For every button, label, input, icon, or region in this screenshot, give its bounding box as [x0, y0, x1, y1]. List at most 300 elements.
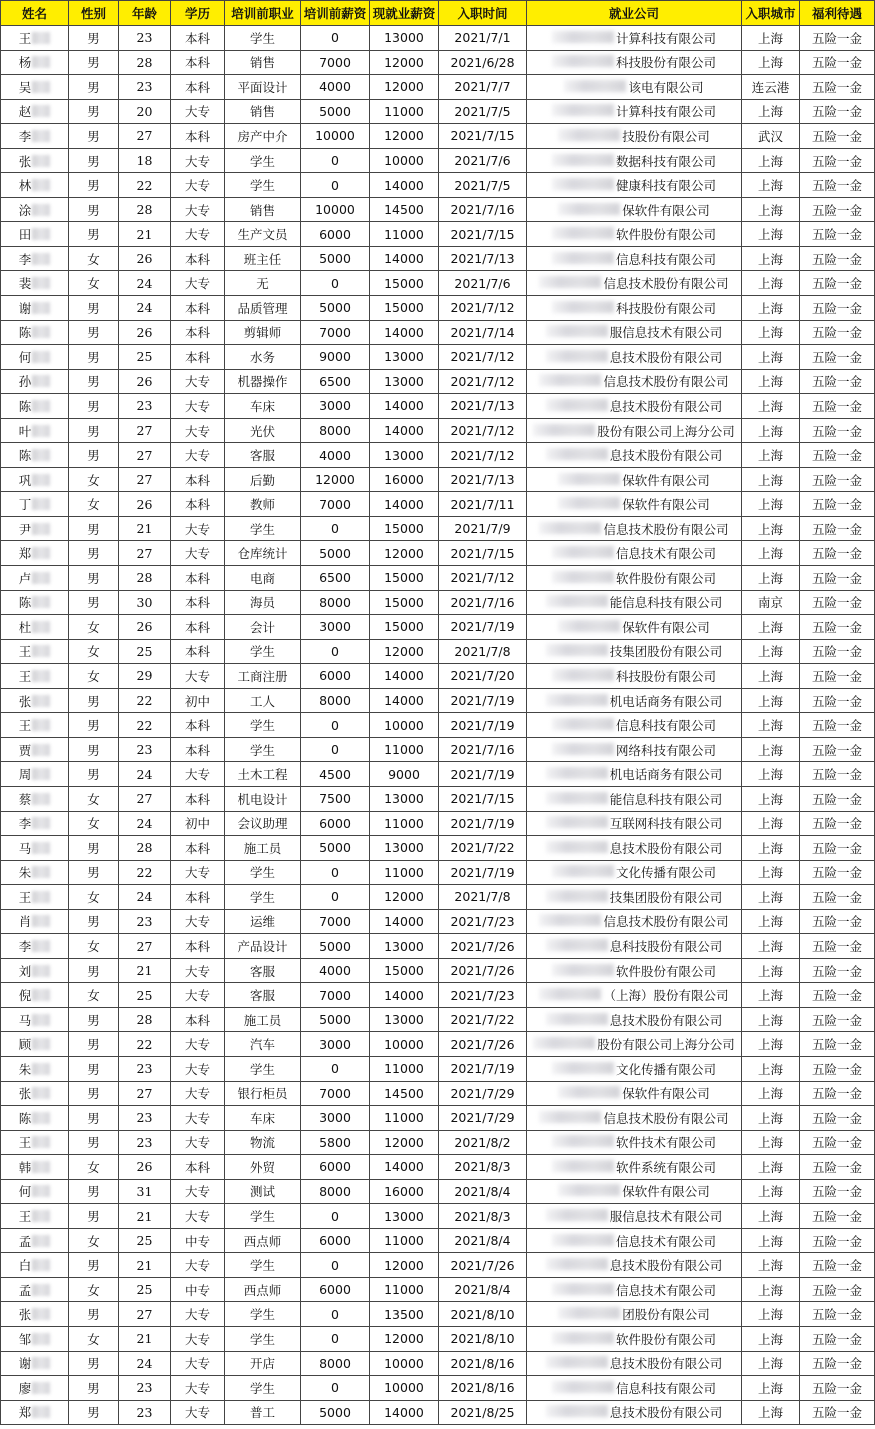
cell-prev-salary: 5800 — [301, 1130, 370, 1155]
company-text: 计算科技有限公司 — [615, 104, 716, 120]
cell-prev-job: 无 — [225, 271, 301, 296]
cell-benefits: 五险一金 — [800, 909, 875, 934]
name-redaction — [32, 130, 50, 142]
cell-prev-salary: 0 — [301, 639, 370, 664]
cell-name — [1, 369, 69, 394]
cell-name — [1, 75, 69, 100]
cell-benefits: 五险一金 — [800, 173, 875, 198]
cell-company — [527, 958, 742, 983]
company-redaction — [546, 1209, 608, 1221]
company-redaction — [558, 203, 620, 215]
cell-hire-date: 2021/7/29 — [439, 1106, 527, 1131]
cell-current-salary: 12000 — [370, 885, 439, 910]
cell-gender: 男 — [69, 1302, 119, 1327]
cell-city: 上海 — [742, 50, 800, 75]
company-text: 能信息科技有限公司 — [609, 791, 723, 807]
cell-age: 25 — [119, 1228, 171, 1253]
table-row — [1, 222, 875, 247]
cell-prev-job: 会议助理 — [225, 811, 301, 836]
cell-gender: 男 — [69, 148, 119, 173]
cell-prev-salary: 7000 — [301, 50, 370, 75]
surname-text: 顾 — [18, 1037, 32, 1053]
cell-prev-salary: 7500 — [301, 786, 370, 811]
cell-current-salary: 15000 — [370, 271, 439, 296]
surname-text: 肖 — [18, 914, 32, 930]
cell-prev-salary: 0 — [301, 1253, 370, 1278]
cell-name — [1, 467, 69, 492]
cell-age: 30 — [119, 590, 171, 615]
cell-benefits: 五险一金 — [800, 934, 875, 959]
cell-name — [1, 762, 69, 787]
company-text: 文化传播有限公司 — [615, 1061, 716, 1077]
table-row — [1, 541, 875, 566]
cell-prev-job: 产品设计 — [225, 934, 301, 959]
cell-prev-salary: 10000 — [301, 197, 370, 222]
surname-text: 张 — [18, 693, 32, 709]
cell-benefits: 五险一金 — [800, 1056, 875, 1081]
cell-prev-salary: 6000 — [301, 811, 370, 836]
cell-age: 23 — [119, 737, 171, 762]
name-redaction — [32, 326, 50, 338]
cell-hire-date: 2021/7/26 — [439, 1253, 527, 1278]
cell-company — [527, 811, 742, 836]
cell-prev-job: 生产文员 — [225, 222, 301, 247]
name-redaction — [32, 474, 50, 486]
cell-prev-salary: 6000 — [301, 1228, 370, 1253]
cell-benefits: 五险一金 — [800, 443, 875, 468]
cell-hire-date: 2021/7/20 — [439, 664, 527, 689]
cell-prev-job: 品质管理 — [225, 296, 301, 321]
cell-prev-job: 学生 — [225, 860, 301, 885]
table-row — [1, 369, 875, 394]
cell-hire-date: 2021/8/16 — [439, 1376, 527, 1401]
cell-current-salary: 12000 — [370, 75, 439, 100]
cell-city: 上海 — [742, 836, 800, 861]
cell-age: 24 — [119, 885, 171, 910]
name-redaction — [32, 817, 50, 829]
name-redaction — [32, 204, 50, 216]
cell-city: 武汉 — [742, 124, 800, 149]
cell-company — [527, 1056, 742, 1081]
cell-city: 上海 — [742, 786, 800, 811]
company-text: 信息技术股份有限公司 — [603, 1110, 729, 1126]
name-redaction — [32, 1406, 50, 1418]
table-row — [1, 99, 875, 124]
cell-name — [1, 1130, 69, 1155]
surname-text: 孙 — [18, 374, 32, 390]
company-text: 信息技术有限公司 — [615, 1233, 716, 1249]
cell-hire-date: 2021/8/25 — [439, 1400, 527, 1425]
cell-company — [527, 664, 742, 689]
table-row — [1, 246, 875, 271]
company-redaction — [552, 546, 614, 558]
name-redaction — [32, 866, 50, 878]
company-redaction — [546, 792, 608, 804]
company-redaction — [552, 1062, 614, 1074]
cell-benefits: 五险一金 — [800, 1081, 875, 1106]
cell-company — [527, 1007, 742, 1032]
cell-education: 大专 — [171, 418, 225, 443]
surname-text: 何 — [18, 1184, 32, 1200]
cell-prev-salary: 3000 — [301, 394, 370, 419]
table-row — [1, 909, 875, 934]
cell-age: 23 — [119, 1106, 171, 1131]
cell-name — [1, 271, 69, 296]
cell-education: 本科 — [171, 467, 225, 492]
cell-hire-date: 2021/7/23 — [439, 983, 527, 1008]
cell-company — [527, 983, 742, 1008]
cell-prev-job: 销售 — [225, 50, 301, 75]
cell-hire-date: 2021/7/19 — [439, 811, 527, 836]
name-redaction — [32, 1382, 50, 1394]
cell-city: 上海 — [742, 1351, 800, 1376]
cell-prev-salary: 0 — [301, 713, 370, 738]
cell-age: 21 — [119, 958, 171, 983]
cell-benefits: 五险一金 — [800, 1376, 875, 1401]
header-prev-salary: 培训前薪资 — [301, 1, 370, 26]
cell-name — [1, 1081, 69, 1106]
table-row — [1, 1376, 875, 1401]
cell-name — [1, 688, 69, 713]
cell-company — [527, 1204, 742, 1229]
cell-company — [527, 492, 742, 517]
cell-age: 27 — [119, 786, 171, 811]
company-text: 健康科技有限公司 — [615, 178, 716, 194]
table-row — [1, 467, 875, 492]
name-redaction — [32, 1014, 50, 1026]
cell-gender: 女 — [69, 1155, 119, 1180]
cell-current-salary: 14000 — [370, 688, 439, 713]
cell-education: 本科 — [171, 75, 225, 100]
cell-education: 大专 — [171, 1106, 225, 1131]
company-text: 该电有限公司 — [628, 79, 704, 95]
cell-benefits: 五险一金 — [800, 50, 875, 75]
cell-age: 24 — [119, 811, 171, 836]
company-text: 信息技术股份有限公司 — [603, 276, 729, 292]
cell-name — [1, 1326, 69, 1351]
company-redaction — [546, 350, 608, 362]
cell-name — [1, 615, 69, 640]
name-redaction — [32, 155, 50, 167]
cell-prev-salary: 0 — [301, 1326, 370, 1351]
cell-name — [1, 394, 69, 419]
cell-prev-job: 学生 — [225, 885, 301, 910]
company-redaction — [546, 399, 608, 411]
company-redaction — [558, 620, 620, 632]
header-gender: 性别 — [69, 1, 119, 26]
cell-current-salary: 10000 — [370, 1376, 439, 1401]
company-text: 保软件有限公司 — [622, 202, 710, 218]
cell-education: 本科 — [171, 1155, 225, 1180]
cell-city: 上海 — [742, 1302, 800, 1327]
name-redaction — [32, 547, 50, 559]
cell-company — [527, 1351, 742, 1376]
company-redaction — [539, 522, 601, 534]
cell-company — [527, 1081, 742, 1106]
cell-gender: 男 — [69, 688, 119, 713]
cell-prev-job: 客服 — [225, 958, 301, 983]
cell-current-salary: 14000 — [370, 909, 439, 934]
cell-current-salary: 11000 — [370, 222, 439, 247]
cell-city: 上海 — [742, 320, 800, 345]
cell-age: 23 — [119, 1056, 171, 1081]
cell-name — [1, 1155, 69, 1180]
cell-company — [527, 296, 742, 321]
company-text: 信息技术股份有限公司 — [603, 521, 729, 537]
cell-age: 28 — [119, 1007, 171, 1032]
cell-education: 本科 — [171, 50, 225, 75]
cell-education: 中专 — [171, 1228, 225, 1253]
cell-gender: 男 — [69, 320, 119, 345]
cell-prev-job: 车床 — [225, 1106, 301, 1131]
surname-text: 何 — [18, 349, 32, 365]
cell-prev-salary: 0 — [301, 885, 370, 910]
cell-city: 上海 — [742, 1056, 800, 1081]
cell-current-salary: 9000 — [370, 762, 439, 787]
table-row — [1, 934, 875, 959]
name-redaction — [32, 842, 50, 854]
table-row — [1, 860, 875, 885]
table-row — [1, 50, 875, 75]
cell-company — [527, 566, 742, 591]
cell-benefits: 五险一金 — [800, 885, 875, 910]
company-text: 息技术股份有限公司 — [609, 1405, 723, 1421]
cell-current-salary: 14000 — [370, 1400, 439, 1425]
company-text: 软件系统有限公司 — [615, 1159, 716, 1175]
cell-gender: 男 — [69, 443, 119, 468]
company-redaction — [558, 1184, 620, 1196]
cell-prev-salary: 0 — [301, 516, 370, 541]
cell-benefits: 五险一金 — [800, 492, 875, 517]
cell-education: 本科 — [171, 885, 225, 910]
company-redaction — [546, 841, 608, 853]
cell-education: 本科 — [171, 786, 225, 811]
cell-current-salary: 12000 — [370, 1326, 439, 1351]
company-redaction — [552, 1283, 614, 1295]
name-redaction — [32, 1038, 50, 1050]
cell-gender: 男 — [69, 222, 119, 247]
cell-gender: 男 — [69, 26, 119, 51]
cell-benefits: 五险一金 — [800, 1155, 875, 1180]
cell-name — [1, 983, 69, 1008]
cell-current-salary: 15000 — [370, 296, 439, 321]
cell-current-salary: 14000 — [370, 492, 439, 517]
company-text: 股份有限公司上海分公司 — [597, 1037, 735, 1053]
cell-city: 上海 — [742, 443, 800, 468]
cell-city: 上海 — [742, 1253, 800, 1278]
cell-prev-salary: 0 — [301, 1302, 370, 1327]
cell-name — [1, 246, 69, 271]
cell-prev-salary: 8000 — [301, 688, 370, 713]
cell-current-salary: 13000 — [370, 836, 439, 861]
name-redaction — [32, 498, 50, 510]
cell-education: 大专 — [171, 664, 225, 689]
cell-city: 上海 — [742, 1400, 800, 1425]
company-redaction — [533, 1037, 595, 1049]
cell-prev-salary: 6500 — [301, 566, 370, 591]
cell-city: 上海 — [742, 1228, 800, 1253]
cell-hire-date: 2021/7/16 — [439, 197, 527, 222]
cell-current-salary: 11000 — [370, 1056, 439, 1081]
cell-prev-job: 学生 — [225, 26, 301, 51]
table-row — [1, 296, 875, 321]
cell-education: 大专 — [171, 1179, 225, 1204]
cell-gender: 男 — [69, 296, 119, 321]
cell-gender: 女 — [69, 639, 119, 664]
cell-prev-job: 学生 — [225, 1253, 301, 1278]
cell-age: 26 — [119, 1155, 171, 1180]
cell-prev-job: 班主任 — [225, 246, 301, 271]
company-redaction — [552, 154, 614, 166]
surname-text: 吴 — [18, 79, 32, 95]
cell-company — [527, 1032, 742, 1057]
surname-text: 陈 — [18, 325, 32, 341]
table-row — [1, 958, 875, 983]
header-hire-date: 入职时间 — [439, 1, 527, 26]
company-text: 信息技术有限公司 — [615, 1282, 716, 1298]
cell-gender: 男 — [69, 541, 119, 566]
cell-name — [1, 1032, 69, 1057]
cell-hire-date: 2021/8/4 — [439, 1228, 527, 1253]
cell-name — [1, 1302, 69, 1327]
cell-age: 27 — [119, 124, 171, 149]
cell-age: 23 — [119, 1400, 171, 1425]
cell-company — [527, 836, 742, 861]
table-row — [1, 516, 875, 541]
cell-education: 本科 — [171, 320, 225, 345]
cell-prev-job: 土木工程 — [225, 762, 301, 787]
cell-benefits: 五险一金 — [800, 1032, 875, 1057]
table-row — [1, 1106, 875, 1131]
cell-age: 21 — [119, 516, 171, 541]
cell-benefits: 五险一金 — [800, 639, 875, 664]
cell-prev-salary: 3000 — [301, 1032, 370, 1057]
cell-age: 28 — [119, 50, 171, 75]
company-text: 软件技术有限公司 — [615, 1135, 716, 1151]
cell-city: 上海 — [742, 246, 800, 271]
table-row — [1, 786, 875, 811]
cell-hire-date: 2021/7/15 — [439, 222, 527, 247]
cell-city: 上海 — [742, 566, 800, 591]
name-redaction — [32, 1333, 50, 1345]
table-row — [1, 1351, 875, 1376]
cell-city: 上海 — [742, 467, 800, 492]
table-row — [1, 345, 875, 370]
cell-hire-date: 2021/7/22 — [439, 836, 527, 861]
cell-current-salary: 16000 — [370, 467, 439, 492]
cell-current-salary: 13000 — [370, 934, 439, 959]
cell-benefits: 五险一金 — [800, 345, 875, 370]
name-redaction — [32, 425, 50, 437]
cell-education: 大专 — [171, 222, 225, 247]
cell-gender: 女 — [69, 1277, 119, 1302]
cell-name — [1, 566, 69, 591]
cell-current-salary: 15000 — [370, 516, 439, 541]
name-redaction — [32, 1259, 50, 1271]
cell-age: 23 — [119, 75, 171, 100]
cell-prev-salary: 7000 — [301, 1081, 370, 1106]
company-text: 技集团股份有限公司 — [609, 889, 723, 905]
cell-education: 本科 — [171, 566, 225, 591]
cell-gender: 男 — [69, 345, 119, 370]
cell-current-salary: 12000 — [370, 541, 439, 566]
name-redaction — [32, 695, 50, 707]
table-row — [1, 983, 875, 1008]
cell-benefits: 五险一金 — [800, 590, 875, 615]
cell-gender: 女 — [69, 934, 119, 959]
cell-prev-salary: 0 — [301, 1376, 370, 1401]
cell-hire-date: 2021/7/23 — [439, 909, 527, 934]
cell-company — [527, 762, 742, 787]
cell-prev-salary: 6000 — [301, 664, 370, 689]
cell-education: 本科 — [171, 737, 225, 762]
cell-name — [1, 811, 69, 836]
company-redaction — [552, 1135, 614, 1147]
table-row — [1, 639, 875, 664]
cell-prev-job: 学生 — [225, 1204, 301, 1229]
surname-text: 林 — [18, 178, 32, 194]
table-row — [1, 1032, 875, 1057]
cell-gender: 男 — [69, 762, 119, 787]
cell-education: 本科 — [171, 296, 225, 321]
cell-benefits: 五险一金 — [800, 958, 875, 983]
company-text: 保软件有限公司 — [622, 1184, 710, 1200]
cell-education: 本科 — [171, 615, 225, 640]
cell-hire-date: 2021/7/19 — [439, 860, 527, 885]
cell-benefits: 五险一金 — [800, 26, 875, 51]
cell-gender: 女 — [69, 1326, 119, 1351]
company-text: 息技术股份有限公司 — [609, 1356, 723, 1372]
cell-hire-date: 2021/8/4 — [439, 1277, 527, 1302]
surname-text: 倪 — [18, 988, 32, 1004]
cell-gender: 男 — [69, 418, 119, 443]
name-redaction — [32, 179, 50, 191]
cell-prev-job: 运维 — [225, 909, 301, 934]
surname-text: 陈 — [18, 1110, 32, 1126]
header-row — [1, 1, 875, 26]
cell-prev-job: 剪辑师 — [225, 320, 301, 345]
cell-current-salary: 13000 — [370, 26, 439, 51]
cell-prev-salary: 0 — [301, 737, 370, 762]
name-redaction — [32, 1308, 50, 1320]
surname-text: 王 — [18, 889, 32, 905]
cell-gender: 男 — [69, 1081, 119, 1106]
company-text: 软件股份有限公司 — [615, 963, 716, 979]
cell-gender: 女 — [69, 983, 119, 1008]
cell-benefits: 五险一金 — [800, 197, 875, 222]
name-redaction — [32, 891, 50, 903]
cell-prev-salary: 6500 — [301, 369, 370, 394]
cell-prev-salary: 9000 — [301, 345, 370, 370]
cell-prev-salary: 8000 — [301, 1351, 370, 1376]
cell-company — [527, 688, 742, 713]
surname-text: 赵 — [18, 104, 32, 120]
cell-prev-job: 学生 — [225, 148, 301, 173]
cell-benefits: 五险一金 — [800, 467, 875, 492]
cell-prev-job: 后勤 — [225, 467, 301, 492]
cell-prev-job: 水务 — [225, 345, 301, 370]
cell-name — [1, 958, 69, 983]
cell-prev-salary: 4000 — [301, 443, 370, 468]
cell-education: 大专 — [171, 983, 225, 1008]
table-row — [1, 836, 875, 861]
cell-prev-salary: 0 — [301, 1056, 370, 1081]
cell-age: 28 — [119, 836, 171, 861]
company-redaction — [546, 1258, 608, 1270]
surname-text: 李 — [18, 939, 32, 954]
name-redaction — [32, 596, 50, 608]
cell-age: 28 — [119, 566, 171, 591]
